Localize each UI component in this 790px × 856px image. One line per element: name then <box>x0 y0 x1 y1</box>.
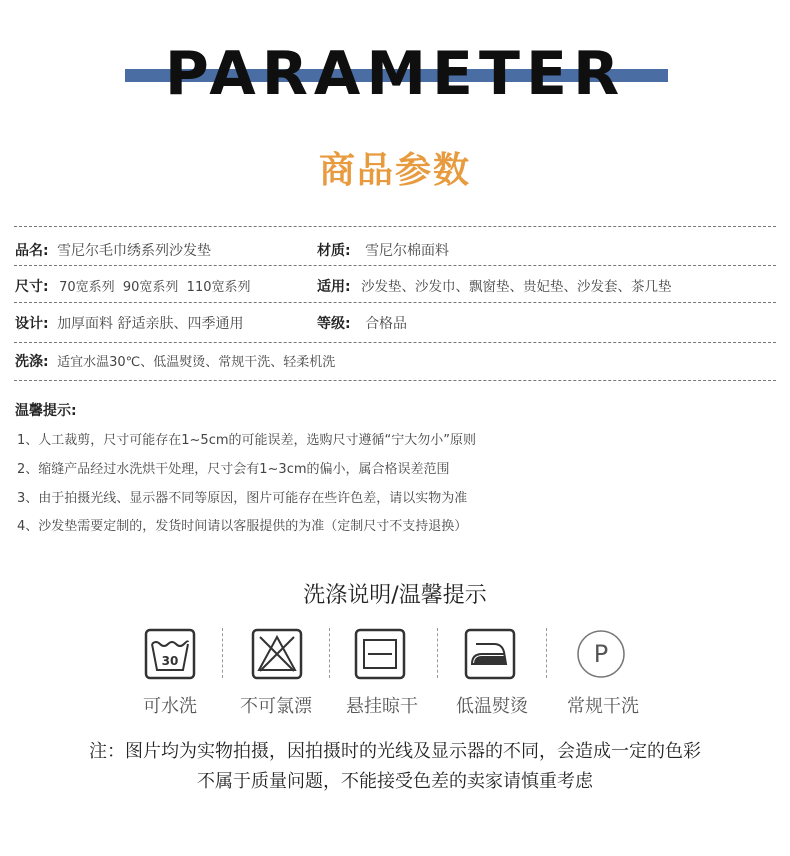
divider <box>14 342 776 343</box>
divider <box>14 226 776 227</box>
wash-label: 可水洗 <box>143 696 197 717</box>
divider <box>437 628 438 678</box>
tip-item: 2、缩缝产品经过水洗烘干处理，尺寸会有1~3cm的偏小，属合格误差范围 <box>17 462 450 477</box>
tip-item: 3、由于拍摄光线、显示器不同等原因，图片可能存在些许色差，请以实物为准 <box>17 491 468 506</box>
param-size <box>15 278 251 297</box>
wash-temp-glyph: 30 <box>161 654 179 668</box>
divider <box>14 380 776 381</box>
divider <box>14 302 776 303</box>
section-subtitle: 商品参数 <box>318 150 471 191</box>
param-value: 合格品 <box>365 316 408 332</box>
param-design <box>15 315 244 333</box>
param-value: 沙发垫、沙发巾、飘窗垫、贵妃垫、沙发套、茶几垫 <box>361 279 672 295</box>
page-title: PARAMETER <box>164 39 626 109</box>
dry-clean-p-icon <box>575 628 627 684</box>
tip-item: 4、沙发垫需要定制的，发货时间请以客服提供的为准（定制尺寸不支持退换） <box>17 519 468 534</box>
no-bleach-icon <box>251 628 303 684</box>
wash-label: 低温熨烫 <box>456 696 528 717</box>
disclaimer-line-2: 不属于质量问题，不能接受色差的卖家请慎重考虑 <box>197 771 593 792</box>
wash-section-title: 洗涤说明/温馨提示 <box>303 583 487 608</box>
param-label: 适用: <box>317 279 351 295</box>
param-label: 设计: <box>15 316 49 332</box>
hand-wash-30-icon <box>144 628 196 684</box>
param-value: 加厚面料 舒适亲肤、四季通用 <box>57 316 244 332</box>
param-label: 材质: <box>317 243 351 259</box>
wash-label: 常规干洗 <box>567 696 639 717</box>
hang-dry-icon <box>354 628 406 684</box>
param-value: 雪尼尔棉面料 <box>365 243 450 259</box>
param-value: 适宜水温30℃、低温熨烫、常规干洗、轻柔机洗 <box>57 355 336 370</box>
dry-clean-glyph: P <box>593 640 609 668</box>
tip-item: 1、人工裁剪，尺寸可能存在1~5cm的可能误差，选购尺寸遵循“宁大勿小”原则 <box>17 433 476 448</box>
low-iron-icon <box>464 628 516 684</box>
param-name <box>15 242 211 260</box>
tips-title: 温馨提示: <box>15 403 77 419</box>
param-label: 等级: <box>317 316 351 332</box>
param-wash <box>15 353 335 372</box>
disclaimer-line-1: 注：图片均为实物拍摄，因拍摄时的光线及显示器的不同，会造成一定的色彩 <box>89 741 701 762</box>
divider <box>222 628 223 678</box>
param-label: 尺寸: <box>15 279 49 295</box>
wash-label: 悬挂晾干 <box>346 696 418 717</box>
divider <box>329 628 330 678</box>
param-usage <box>317 278 672 296</box>
param-value: 雪尼尔毛巾绣系列沙发垫 <box>57 243 212 259</box>
divider <box>14 265 776 266</box>
param-label: 洗涤: <box>15 354 49 370</box>
param-label: 品名: <box>15 243 49 259</box>
param-material <box>317 242 449 260</box>
wash-label: 不可氯漂 <box>240 696 312 717</box>
param-value: 70宽系列 90宽系列 110宽系列 <box>59 280 251 295</box>
divider <box>546 628 547 678</box>
param-grade <box>317 315 407 333</box>
